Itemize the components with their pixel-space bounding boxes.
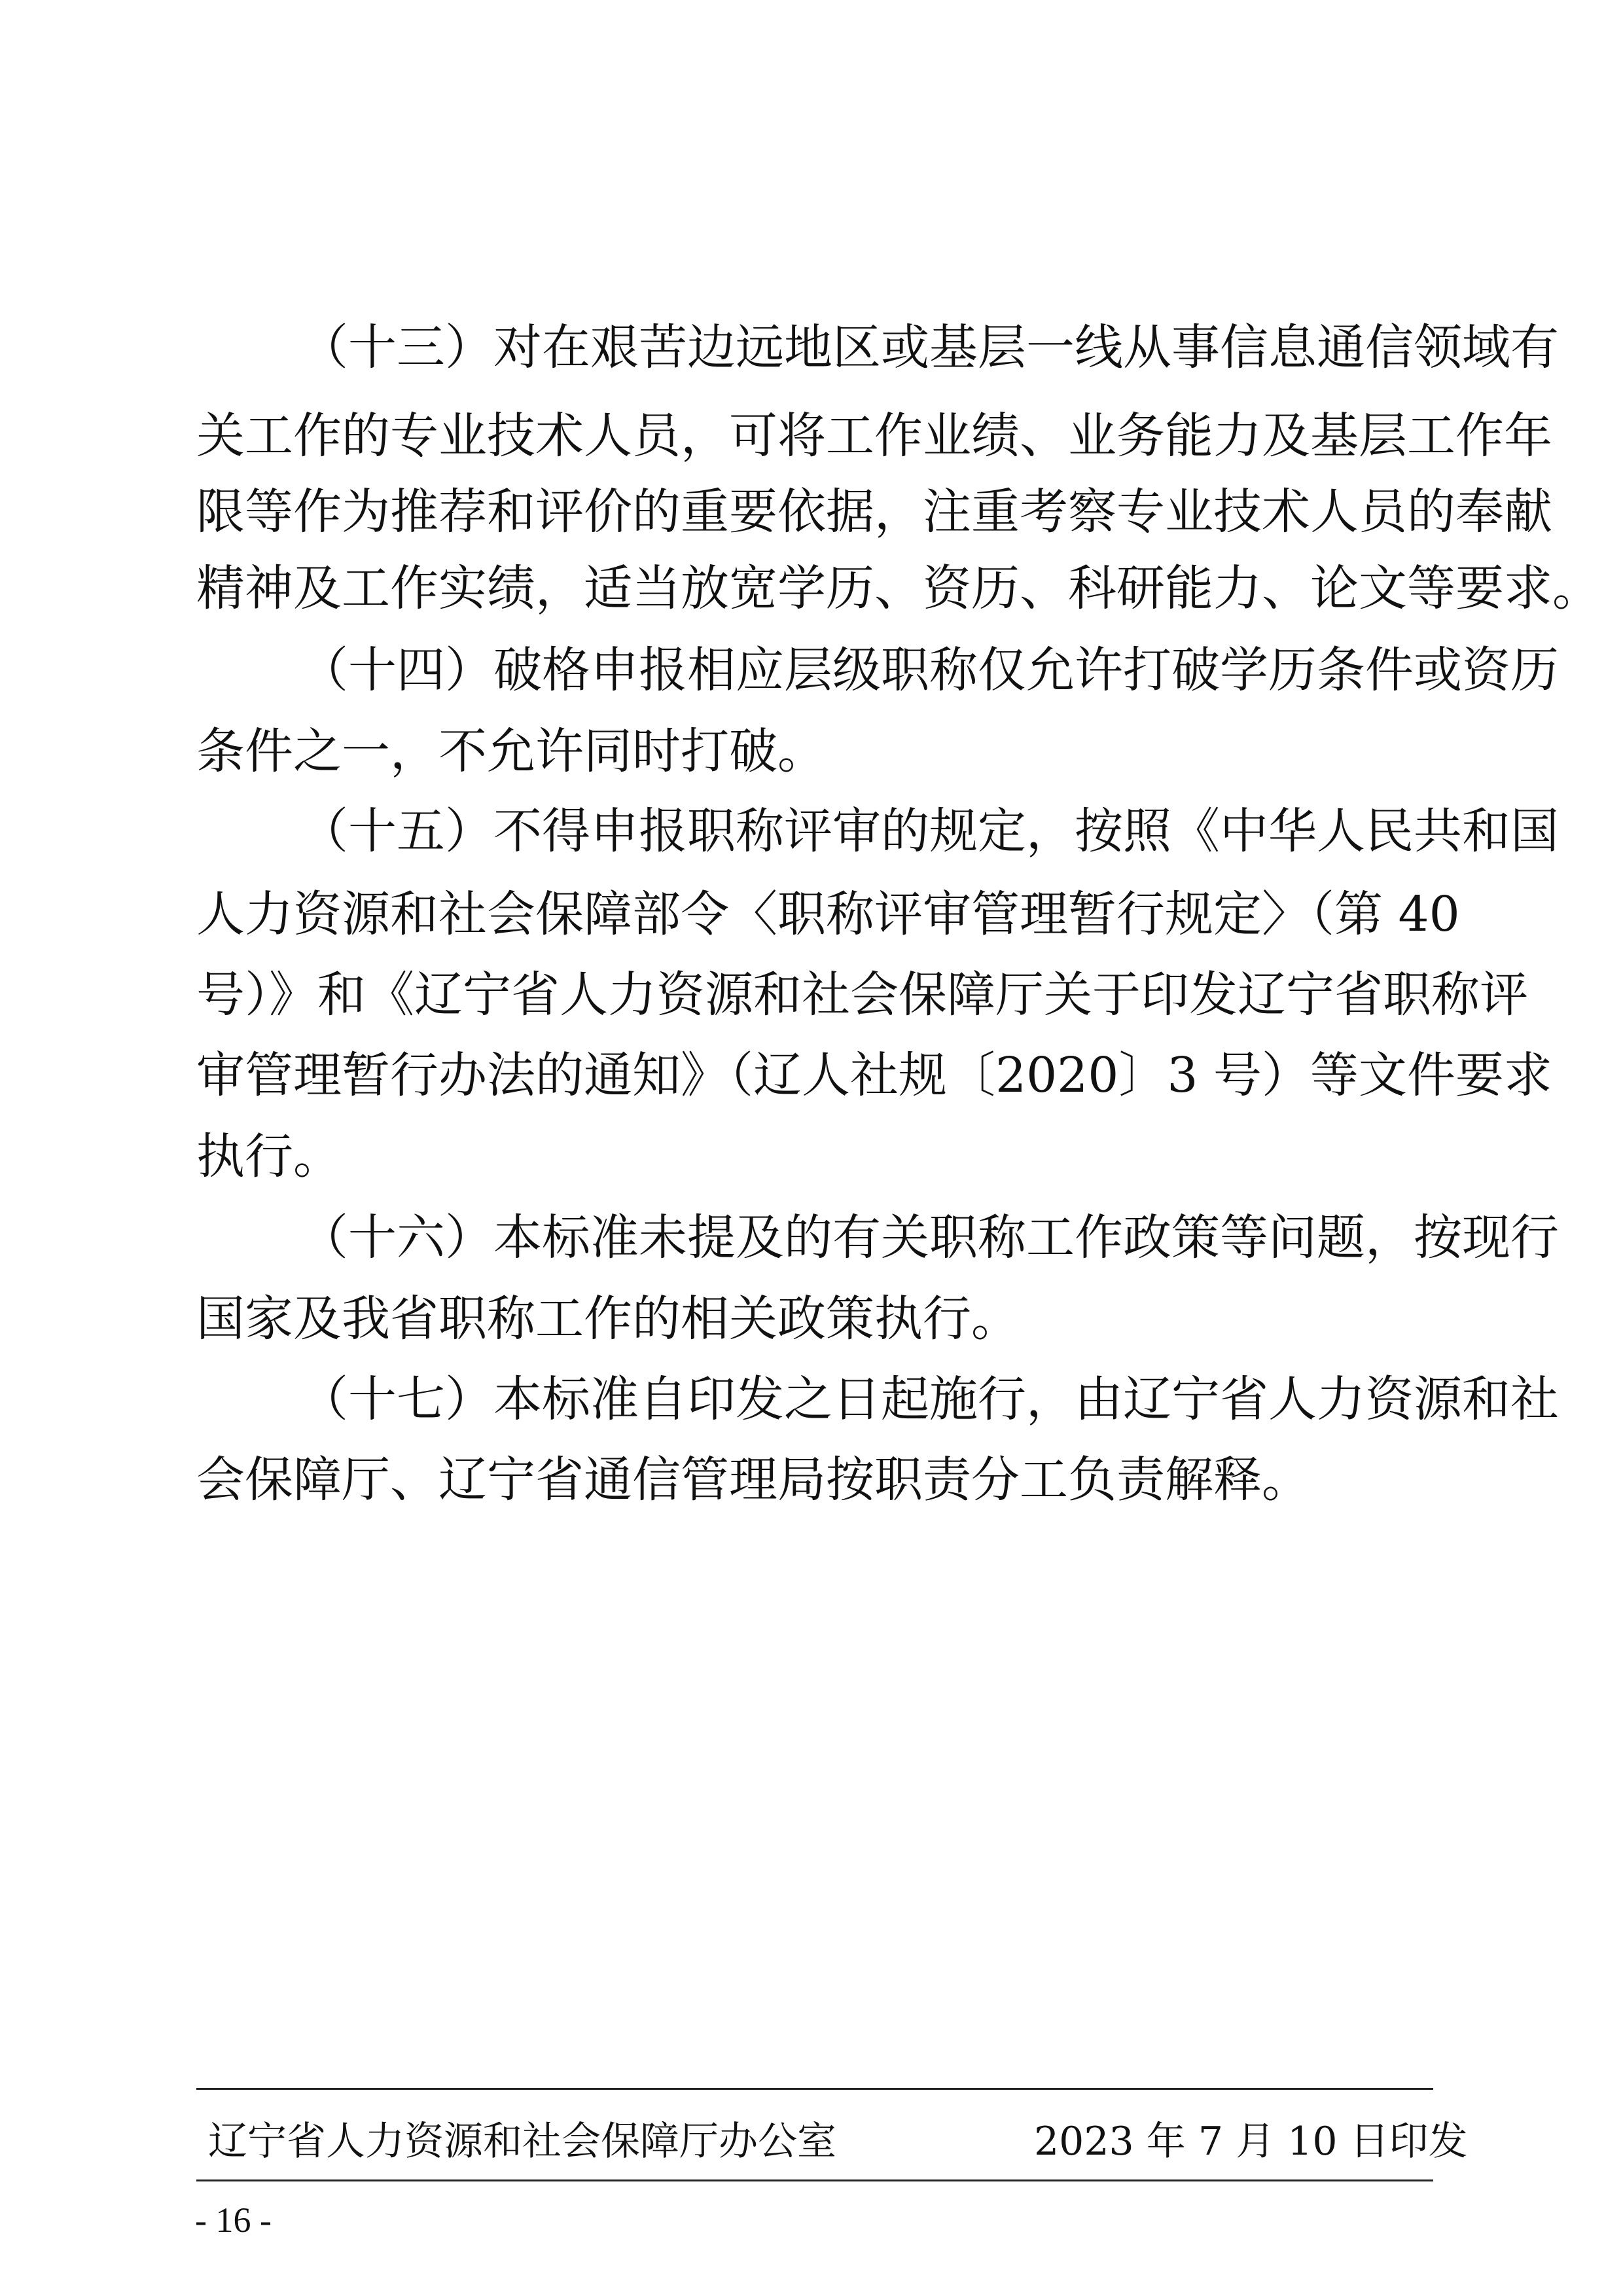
paragraph-13-line-4: 精神及工作实绩，适当放宽学历、资历、科研能力、论文等要求。 xyxy=(196,560,1601,617)
paragraph-16-line-2: 国家及我省职称工作的相关政策执行。 xyxy=(196,1291,1020,1347)
paragraph-15-line-2: 人力资源和社会保障部令〈职称评审管理暂行规定〉（第 40 xyxy=(196,886,1460,942)
paragraph-16-line-1: （十六）本标准未提及的有关职称工作政策等问题，按现行 xyxy=(300,1210,1559,1266)
paragraph-13-line-1: （十三）对在艰苦边远地区或基层一线从事信息通信领域有 xyxy=(300,319,1559,376)
paragraph-15-line-4: 审管理暂行办法的通知》（辽人社规〔2020〕3 号）等文件要求 xyxy=(196,1047,1552,1103)
paragraph-13-line-3: 限等作为推荐和评价的重要依据，注重考察专业技术人员的奉献 xyxy=(196,484,1552,540)
footer-bottom-rule xyxy=(196,2179,1433,2181)
footer-issue-date: 2023 年 7 月 10 日印发 xyxy=(1034,2119,1468,2164)
paragraph-15-line-3: 号）》和《辽宁省人力资源和社会保障厅关于印发辽宁省职称评 xyxy=(196,967,1528,1023)
paragraph-13-line-2: 关工作的专业技术人员，可将工作业绩、业务能力及基层工作年 xyxy=(196,408,1552,464)
paragraph-15-line-5: 执行。 xyxy=(196,1128,342,1185)
footer-issuer: 辽宁省人力资源和社会保障厅办公室 xyxy=(208,2119,836,2164)
page-number: - 16 - xyxy=(195,2200,272,2240)
paragraph-15-line-1: （十五）不得申报职称评审的规定，按照《中华人民共和国 xyxy=(300,803,1559,859)
paragraph-14-line-2: 条件之一，不允许同时打破。 xyxy=(196,723,826,780)
paragraph-14-line-1: （十四）破格申报相应层级职称仅允许打破学历条件或资历 xyxy=(300,642,1559,698)
footer-top-rule xyxy=(196,2088,1433,2090)
paragraph-17-line-1: （十七）本标准自印发之日起施行，由辽宁省人力资源和社 xyxy=(300,1371,1559,1427)
paragraph-17-line-2: 会保障厅、辽宁省通信管理局按职责分工负责解释。 xyxy=(196,1452,1310,1508)
